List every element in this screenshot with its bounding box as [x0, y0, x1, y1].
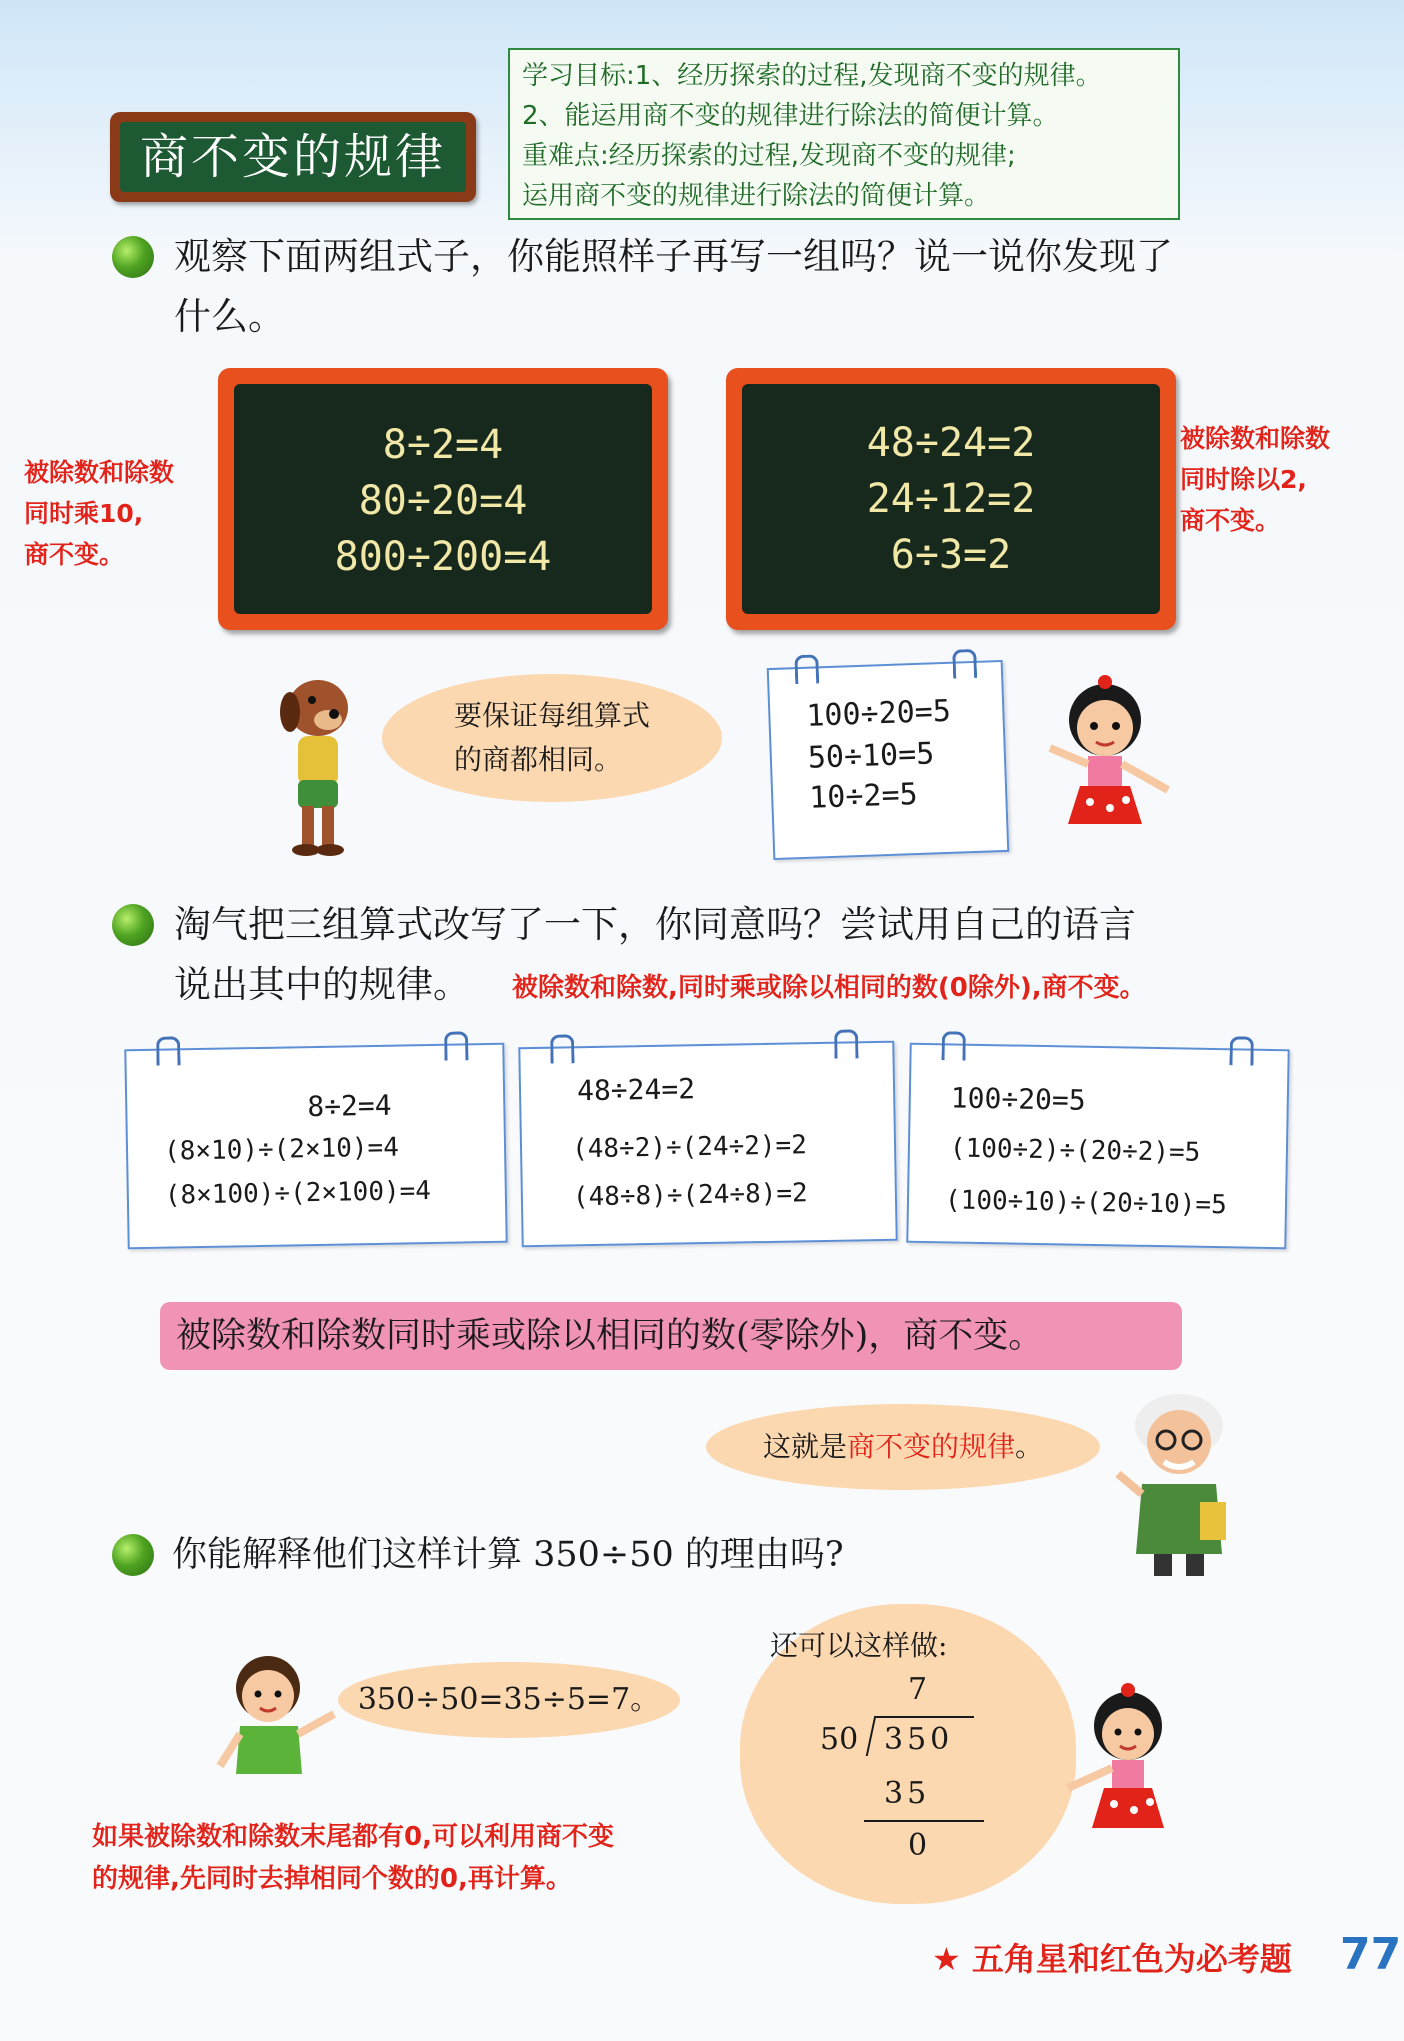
pin-icon: [834, 1029, 859, 1058]
green-bullet-icon: [112, 904, 154, 946]
dog-speech-bubble: [382, 674, 722, 802]
girl-example-card: [767, 660, 1010, 860]
boy-speech-bubble: [338, 1662, 680, 1738]
pin-icon: [550, 1034, 575, 1063]
long-division: [820, 1672, 990, 1872]
rewrite-card-1: [124, 1043, 507, 1250]
goal-line: 重难点:经历探索的过程,发现商不变的规律;: [522, 141, 1016, 171]
card-equation: 48÷24=2: [576, 1072, 696, 1108]
card-equation: 50÷10=5: [807, 736, 935, 776]
bubble-text-highlight: 商不变的规律: [846, 1430, 1015, 1463]
card-equation: (100÷10)÷(20÷10)=5: [944, 1185, 1228, 1221]
learning-goals-box: [508, 48, 1180, 220]
division-divisor: 50: [820, 1722, 859, 1757]
left-red-note: [24, 452, 174, 575]
chalk-equation: 80÷20=4: [358, 478, 528, 524]
right-red-note: [1180, 418, 1330, 541]
page-title: 商不变的规律: [120, 122, 466, 192]
rewrite-card-2: [518, 1041, 897, 1248]
note-line: 被除数和除数: [1180, 424, 1331, 453]
note-line: 的规律,先同时去掉相同个数的0,再计算。: [92, 1864, 572, 1894]
division-quotient: 7: [908, 1672, 928, 1707]
card-equation: (48÷8)÷(24÷8)=2: [572, 1178, 808, 1213]
green-bullet-icon: [112, 236, 154, 278]
division-underline: [864, 1820, 984, 1822]
green-bullet-icon: [112, 1534, 154, 1576]
chalk-equation: 6÷3=2: [890, 532, 1012, 578]
bubble-text-suffix: 。: [1015, 1430, 1044, 1463]
girl-character-icon: [1030, 668, 1180, 848]
long-division-title: 还可以这样做:: [770, 1629, 948, 1662]
note-line: 同时乘10,: [24, 499, 144, 528]
note-line: 同时除以2,: [1180, 465, 1307, 494]
dog-speech-text: [454, 694, 650, 782]
page-number: 77: [1340, 1929, 1402, 1980]
blackboard-1: [218, 368, 668, 630]
division-product: 35: [884, 1776, 931, 1811]
dog-character-icon: [268, 670, 368, 860]
card-equation: 100÷20=5: [805, 693, 952, 734]
pin-icon: [952, 649, 977, 679]
card-equation: (8×10)÷(2×10)=4: [163, 1132, 400, 1167]
bubble-text-prefix: 这就是: [762, 1430, 847, 1463]
rule-banner: 被除数和除数同时乘或除以相同的数(零除外)，商不变。: [160, 1302, 1182, 1370]
boy-speech-text: 350÷50=35÷5=7。: [357, 1682, 661, 1717]
note-line: 被除数和除数: [24, 458, 175, 487]
pin-icon: [1229, 1036, 1254, 1065]
title-board: [110, 112, 476, 202]
rewrite-card-3: [906, 1043, 1289, 1250]
footer-note: [932, 1928, 1392, 1990]
chalk-equation: 48÷24=2: [866, 420, 1036, 466]
question-3: 你能解释他们这样计算 350÷50 的理由吗?: [172, 1535, 844, 1575]
chalk-equation: 8÷2=4: [382, 422, 504, 468]
blackboard-surface: [742, 384, 1160, 614]
chalk-equation: 24÷12=2: [866, 476, 1036, 522]
star-icon: ★: [932, 1940, 961, 1978]
card-equation: (8×100)÷(2×100)=4: [164, 1176, 432, 1211]
blackboard-surface: [234, 384, 652, 614]
goal-line: 2、能运用商不变的规律进行除法的简便计算。: [522, 101, 1059, 131]
card-equation: 8÷2=4: [307, 1088, 392, 1124]
division-dividend: 350: [884, 1722, 954, 1757]
question-2-answer: 被除数和除数,同时乘或除以相同的数(0除外),商不变。: [512, 973, 1146, 1003]
card-equation: (48÷2)÷(24÷2)=2: [571, 1130, 808, 1165]
bubble-line: 的商都相同。: [453, 743, 622, 776]
bubble-line: 要保证每组算式: [453, 699, 650, 732]
division-bar: [874, 1716, 974, 1718]
question-1-line-1: 观察下面两组式子，你能照样子再写一组吗？说一说你发现了: [174, 235, 1173, 278]
teacher-character-icon: [1104, 1384, 1254, 1584]
goal-line: 学习目标:1、经历探索的过程,发现商不变的规律。: [522, 61, 1102, 91]
pin-icon: [444, 1031, 469, 1060]
question-1-line-2: 什么。: [174, 295, 285, 338]
question-2-line-2: 说出其中的规律。: [174, 963, 470, 1006]
teacher-speech-text: [763, 1425, 1043, 1469]
boy-character-icon: [210, 1648, 340, 1788]
pin-icon: [794, 654, 819, 684]
goal-line: 运用商不变的规律进行除法的简便计算。: [522, 181, 991, 211]
chalk-equation: 800÷200=4: [334, 534, 552, 580]
girl-character-icon: [1058, 1676, 1188, 1856]
pin-icon: [941, 1031, 966, 1060]
blackboard-2: [726, 368, 1176, 630]
card-equation: 10÷2=5: [808, 776, 919, 816]
bottom-red-note: [92, 1816, 614, 1900]
note-line: 如果被除数和除数末尾都有0,可以利用商不变: [92, 1822, 614, 1852]
card-equation: 100÷20=5: [950, 1081, 1086, 1117]
question-2-line-1: 淘气把三组算式改写了一下，你同意吗？尝试用自己的语言: [174, 903, 1136, 946]
note-line: 商不变。: [24, 540, 125, 569]
division-bracket: [866, 1716, 877, 1756]
pin-icon: [156, 1036, 181, 1065]
division-remainder: 0: [908, 1828, 928, 1863]
note-line: 商不变。: [1180, 506, 1281, 535]
card-equation: (100÷2)÷(20÷2)=5: [949, 1133, 1201, 1168]
teacher-speech-bubble: [706, 1404, 1100, 1490]
footer-text: 五角星和红色为必考题: [971, 1940, 1292, 1978]
